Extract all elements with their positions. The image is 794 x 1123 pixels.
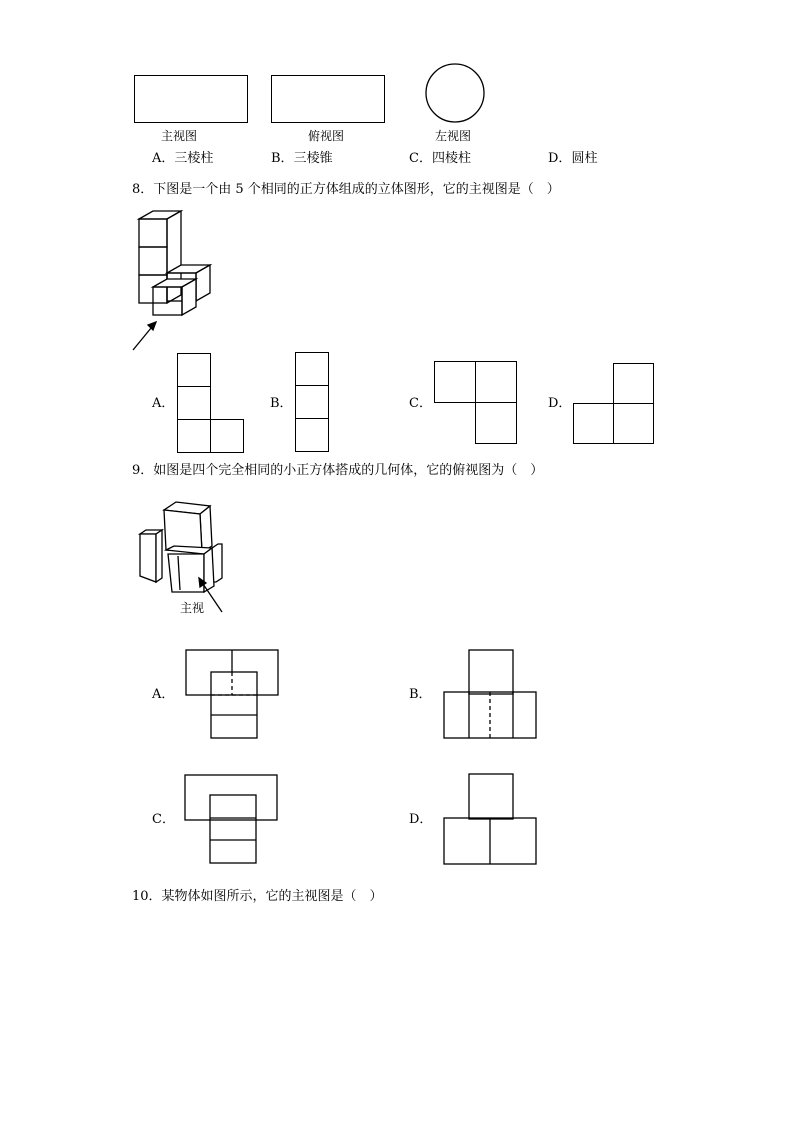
option-letter: B． <box>271 151 294 166</box>
q7-option-d[interactable] <box>548 151 597 167</box>
q8-option-b-square <box>295 352 329 386</box>
q8-option-c-square <box>475 361 517 403</box>
q9-option-d-figure <box>443 773 543 868</box>
q8-option-a-square <box>177 419 211 453</box>
option-letter: D． <box>548 151 572 166</box>
q10-question-stem: 10．某物体如图所示，它的主视图是（ ） <box>132 889 383 904</box>
q9-option-c-label[interactable]: C． <box>152 812 175 827</box>
q8-option-b-label[interactable]: B． <box>270 396 293 411</box>
q8-option-d-square <box>573 403 614 444</box>
q7-front-view-rectangle <box>134 75 248 123</box>
q7-caption-left: 左视图 <box>435 129 472 143</box>
q7-option-b[interactable] <box>271 151 333 167</box>
q8-question-stem: 8．下图是一个由 5 个相同的正方体组成的立体图形，它的主视图是（ ） <box>132 182 560 197</box>
option-text: 四棱柱 <box>431 151 471 166</box>
q9-option-b-label[interactable]: B． <box>409 687 432 702</box>
q7-option-a[interactable] <box>152 151 213 167</box>
q7-caption-front: 主视图 <box>161 129 198 143</box>
q9-option-d-label[interactable]: D． <box>409 812 433 827</box>
q9-question-stem: 9．如图是四个完全相同的小正方体搭成的几何体，它的俯视图为（ ） <box>132 463 544 478</box>
option-letter: C． <box>409 151 432 166</box>
q9-option-a-figure <box>185 648 285 743</box>
q8-option-a-square <box>210 419 244 453</box>
q8-option-b-square <box>295 418 329 452</box>
q9-option-a-label[interactable]: A． <box>152 687 175 702</box>
q8-option-c-square <box>475 402 517 444</box>
option-text: 圆柱 <box>571 151 598 166</box>
q8-cube-figure <box>128 205 228 355</box>
q8-option-c-label[interactable]: C． <box>409 396 432 411</box>
q7-option-c[interactable] <box>409 151 471 167</box>
q8-option-a-square <box>177 353 211 387</box>
q8-option-a-label[interactable]: A． <box>152 396 175 411</box>
q7-caption-top: 俯视图 <box>308 129 345 143</box>
option-text: 三棱锥 <box>293 151 333 166</box>
q9-option-c-figure <box>184 773 284 868</box>
option-text: 三棱柱 <box>174 151 214 166</box>
q8-option-d-label[interactable]: D． <box>548 396 572 411</box>
q7-top-view-rectangle <box>271 75 385 123</box>
q8-option-d-square <box>613 403 654 444</box>
q8-option-d-square <box>613 363 654 404</box>
q8-option-b-square <box>295 385 329 419</box>
option-letter: A． <box>152 151 175 166</box>
q8-option-c-square <box>434 361 476 403</box>
q8-option-a-square <box>177 386 211 420</box>
q9-front-view-label: 主视 <box>180 601 205 615</box>
q9-option-b-figure <box>443 648 543 743</box>
q7-left-view-circle <box>425 63 487 125</box>
